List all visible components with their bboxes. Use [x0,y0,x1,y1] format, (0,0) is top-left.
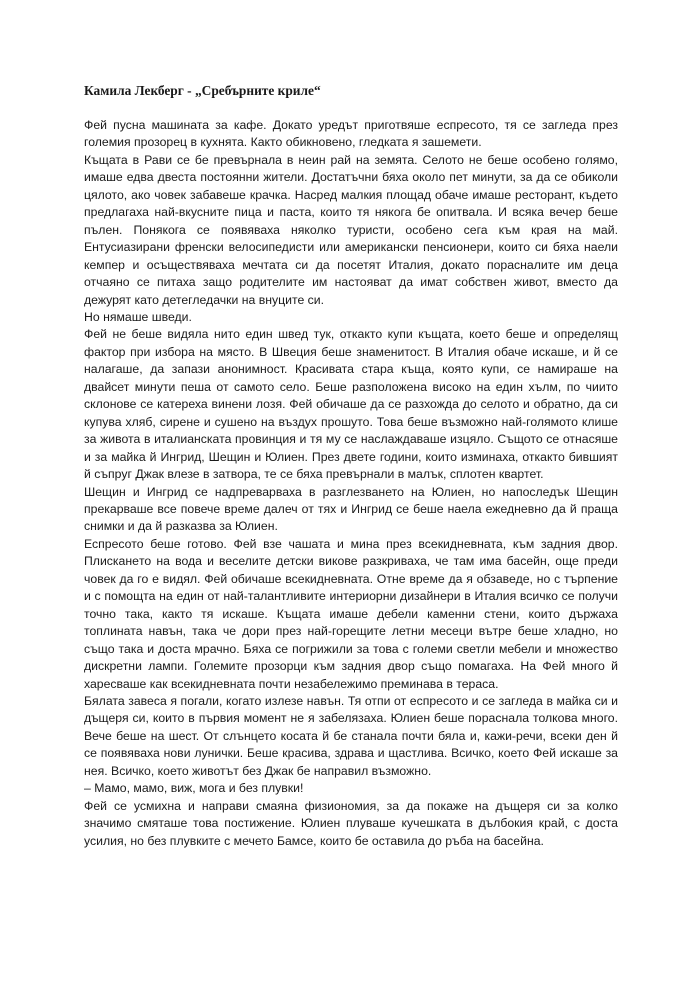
paragraph: Фей се усмихна и направи смаяна физиономия, за да покаже на дъщеря си за колко значимо смяташе това постижение. Юлиен плуваше кучешката в дълбокия край, с доста усилия, но без плувките с мечето Бамсе, които бе оставила до ръба на басейна. [84,798,618,848]
dialogue-line: – Мамо, мамо, виж, мога и без плувки! [84,781,304,796]
paragraph: Но нямаше шведи. [84,309,192,324]
paragraph: Еспресото беше готово. Фей взе чашата и мина през всекидневната, към задния двор. Плисканeто на вода и веселите детски викове разкриваха, че там има басейн, още преди човек да го е видял. Фей обичаше всекидневната. Отне време да я обзаведе, но с търпение и с помощта на един от най-талантливите интериорни дизайнери в Италия всичко се получи точно така, както тя искаше. Къщата имаше дебели каменни стени, които държаха топлината навън, така че дори през най-горещите летни месеци вътре беше хладно, но също така и доста мрачно. Бяха се погрижили за това с големи светли мебели и множество дискретни лампи. Големите прозорци към задния двор също помагаха. На Фей много й харесваше как всекидневната почти незабележимо преминава в тераса. [84,536,618,691]
paragraph: Къщата в Рави се бе превърнала в неин рай на земята. Селото не беше особено голямо, имаше едва двеста постоянни жители. Достатъчни бяха около пет минути, за да се обиколи цялото, ако човек забавеше крачка. Насред малкия площад обаче имаше ресторант, където предлагаха най-вкусните пица и паста, които тя някога бе опитвала. И всяка вечер беше пълен. Понякога се появяваха няколко туристи, особено сега към края на май. Ентусиазирани френски велосипедисти или американски пенсионери, които си бяха наели кемпер и осъществяваха мечтата си да посетят Италия, докато порасналите им деца отчаяно се питаха защо родителите им настояват да имат собствен живот, вместо да дежурят като детегледачки на внуците си. [84,152,618,307]
paragraph: Шещин и Ингрид се надпреварваха в разглезването на Юлиен, но напоследък Шещин прекарваше все повече време далеч от тях и Ингрид се беше наела ежедневно да й праща снимки и да й разказва за Юлиен. [84,484,618,534]
document-title: Камила Лекберг - „Сребърните криле“ [84,83,321,98]
paragraph: Фей не беше видяла нито един швед тук, откакто купи къщата, което беше и определящ фактор при избора на място. В Швеция беше знаменитост. В Италия обаче искаше, и й се налагаше, да запази анонимност. Красивата стара къща, която купи, се намираше на двайсет минути пеша от самото село. Беше разположена високо на един хълм, по чиито склонове се катереха винени лозя. Фей обичаше да се разхожда до селото и обратно, да си купува хляб, сирене и сушено на въздух прошуто. Това беше възможно най-голямото клише за живота в италианската провинция и тя му се наслаждаваше изцяло. Същото се отнасяше и за майка й Ингрид, Шещин и Юлиен. През двете години, които изминаха, откакто бившият й съпруг Джак влезе в затвора, те се бяха превърнали в малък, сплотен квартет. [84,327,618,482]
document-body [84,117,618,850]
paragraph: Бялата завеса я погали, когато излезе навън. Тя отпи от еспресото и се загледа в майка си и дъщеря си, които в първия момент не я забелязаха. Юлиен беше пораснала толкова много. Вече беше на шест. От слънцето косата й бе станала почти бяла и, кажи-речи, всеки ден й се появяваха нови лунички. Беше красива, здрава и щастлива. Всичко, което Фей искаше за нея. Всичко, което животът без Джак бе направил възможно. [84,693,618,778]
paragraph: Фей пусна машината за кафе. Докато уредът приготвяше еспресото, тя се загледа през големия прозорец в кухнята. Както обикновено, гледката я зашемети. [84,118,618,150]
